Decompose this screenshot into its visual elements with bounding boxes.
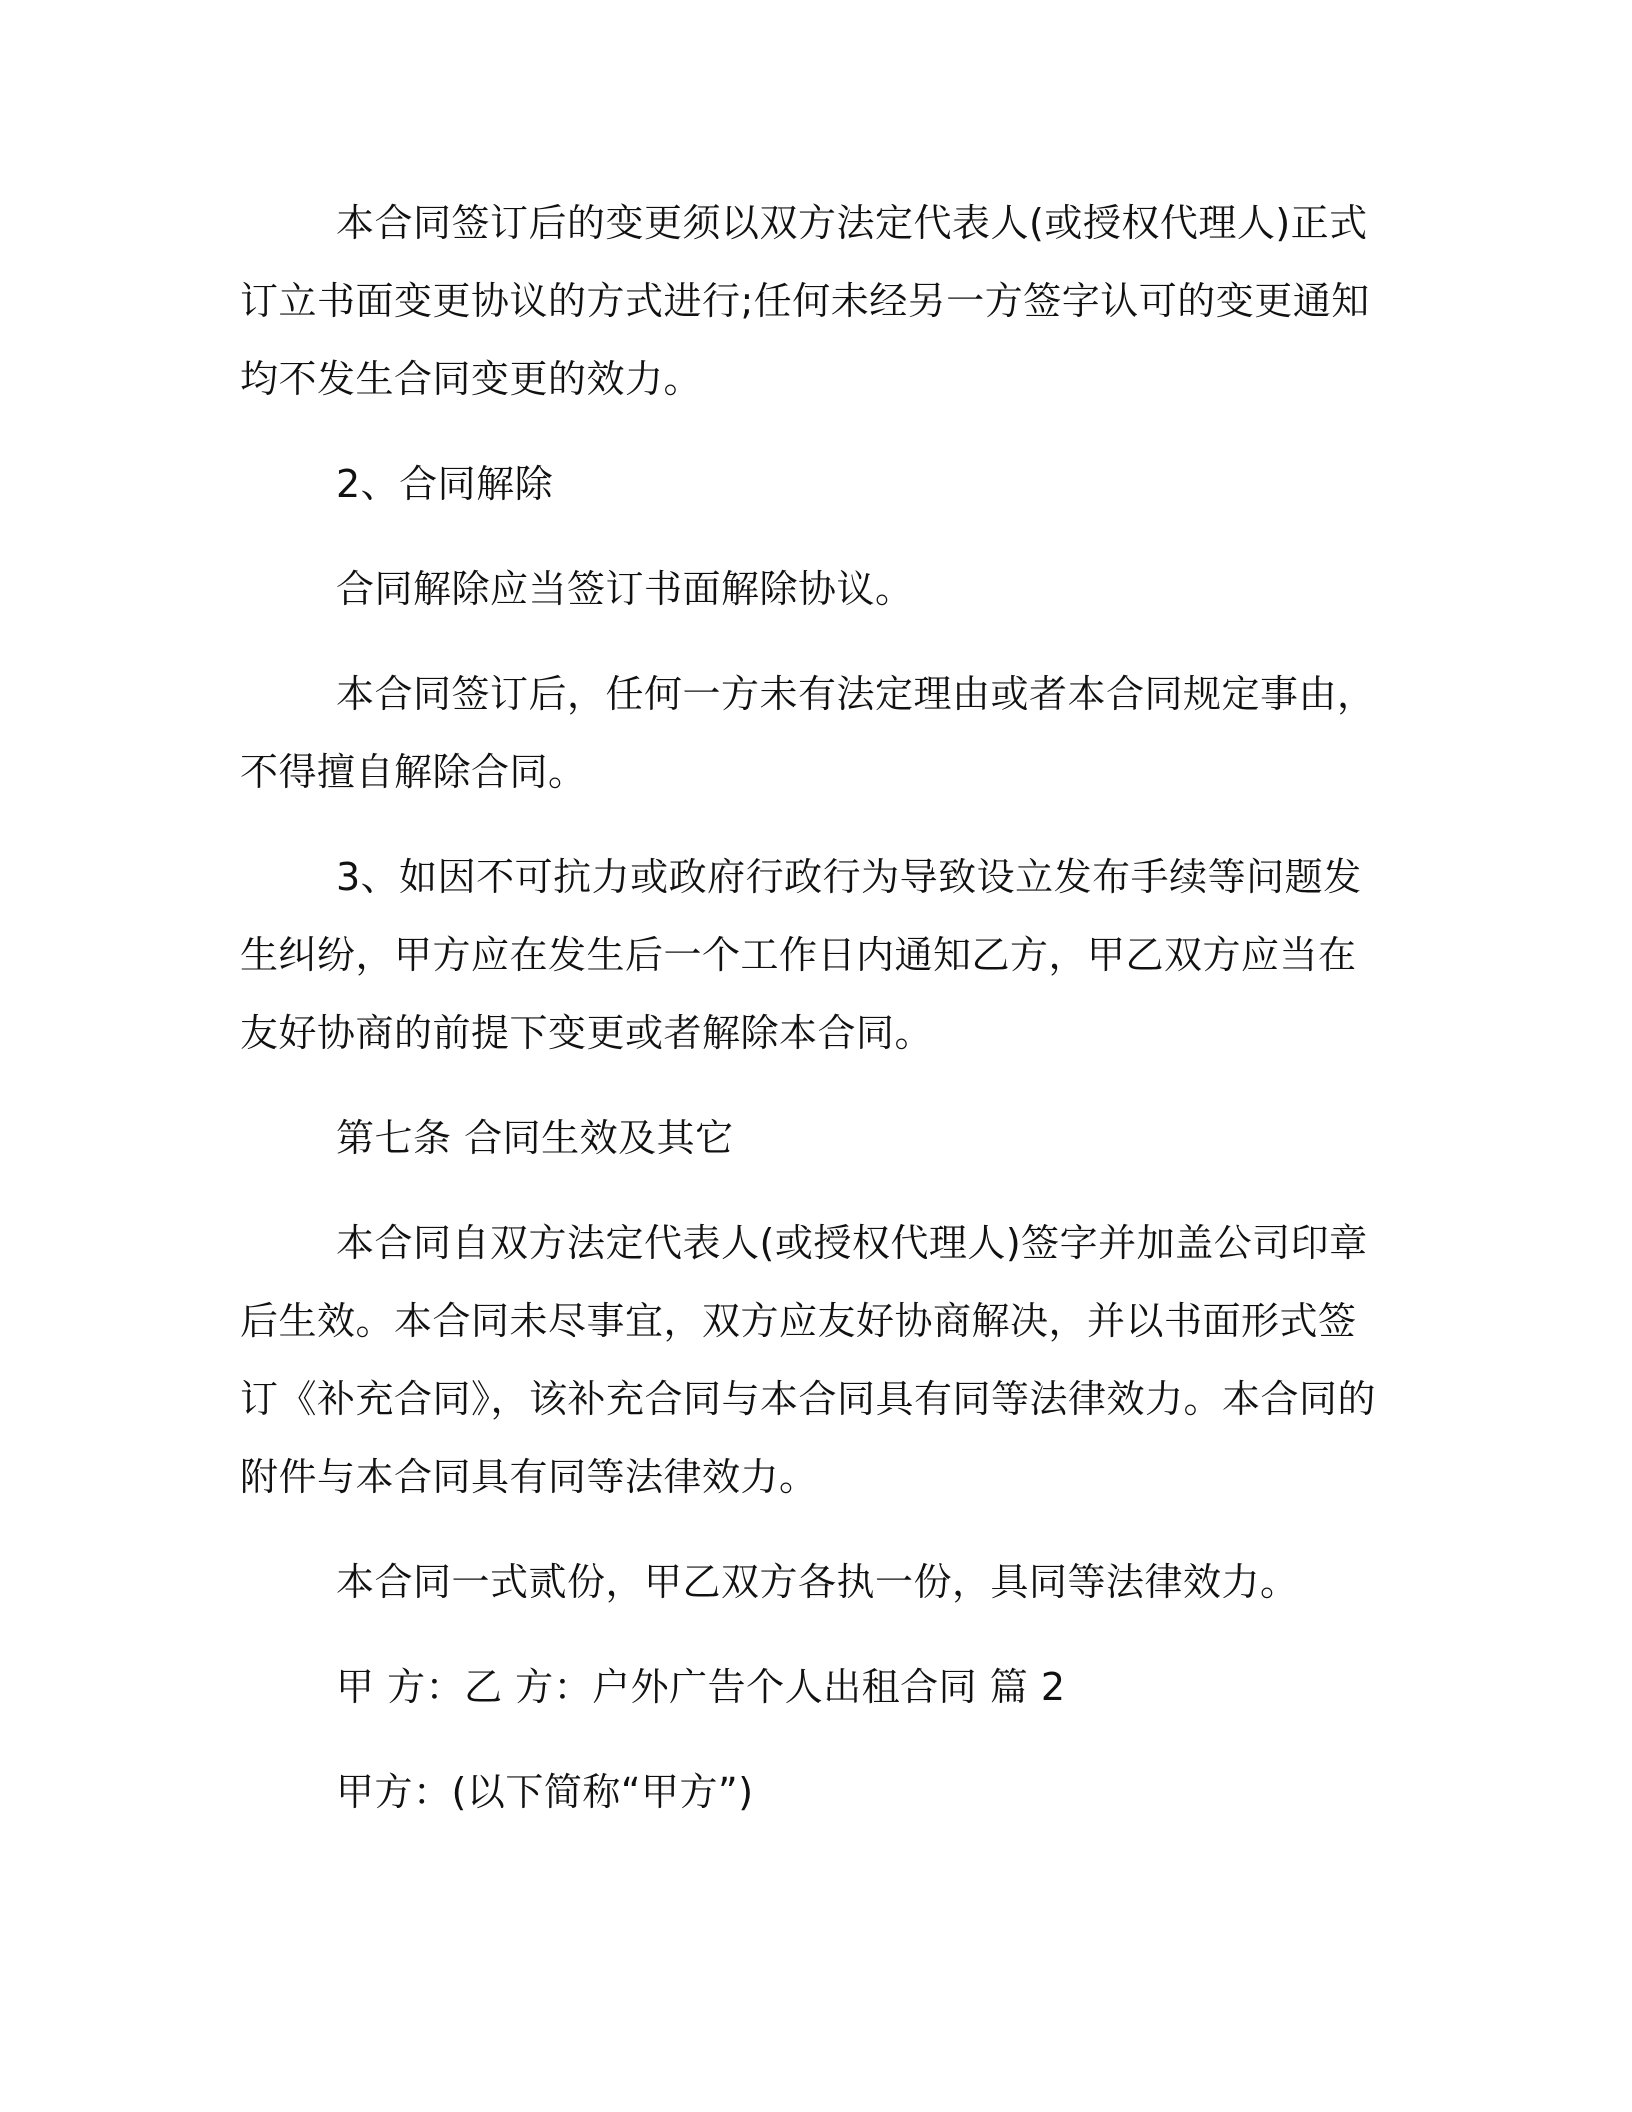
paragraph-effectiveness: 本合同自双方法定代表人(或授权代理人)签字并加盖公司印章后生效。本合同未尽事宜，双方应友好协商解决，并以书面形式签订《补充合同》，该补充合同与本合同具有同等法律效力。本合同的附件与本合同具有同等法律效力。 (240, 1221, 1377, 1499)
paragraph-parties-title: 甲 方：乙 方：户外广告个人出租合同 篇 2 (336, 1665, 1066, 1709)
paragraph-party-a: 甲方：(以下简称“甲方”) (336, 1770, 754, 1814)
paragraph-contract-amendment: 本合同签订后的变更须以双方法定代表人(或授权代理人)正式订立书面变更协议的方式进行;任何未经另一方签字认可的变更通知均不发生合同变更的效力。 (240, 201, 1370, 401)
heading-article-seven: 第七条 合同生效及其它 (336, 1116, 734, 1160)
paragraph-copies: 本合同一式贰份，甲乙双方各执一份，具同等法律效力。 (336, 1560, 1299, 1604)
heading-contract-termination: 2、合同解除 (336, 462, 554, 506)
paragraph-force-majeure: 3、如因不可抗力或政府行政行为导致设立发布手续等问题发生纠纷，甲方应在发生后一个工作日内通知乙方，甲乙双方应当在友好协商的前提下变更或者解除本合同。 (240, 855, 1362, 1055)
paragraph-termination-agreement: 合同解除应当签订书面解除协议。 (336, 567, 914, 611)
paragraph-no-unilateral-termination: 本合同签订后，任何一方未有法定理由或者本合同规定事由，不得擅自解除合同。 (240, 672, 1376, 794)
document-body (240, 184, 1378, 1831)
